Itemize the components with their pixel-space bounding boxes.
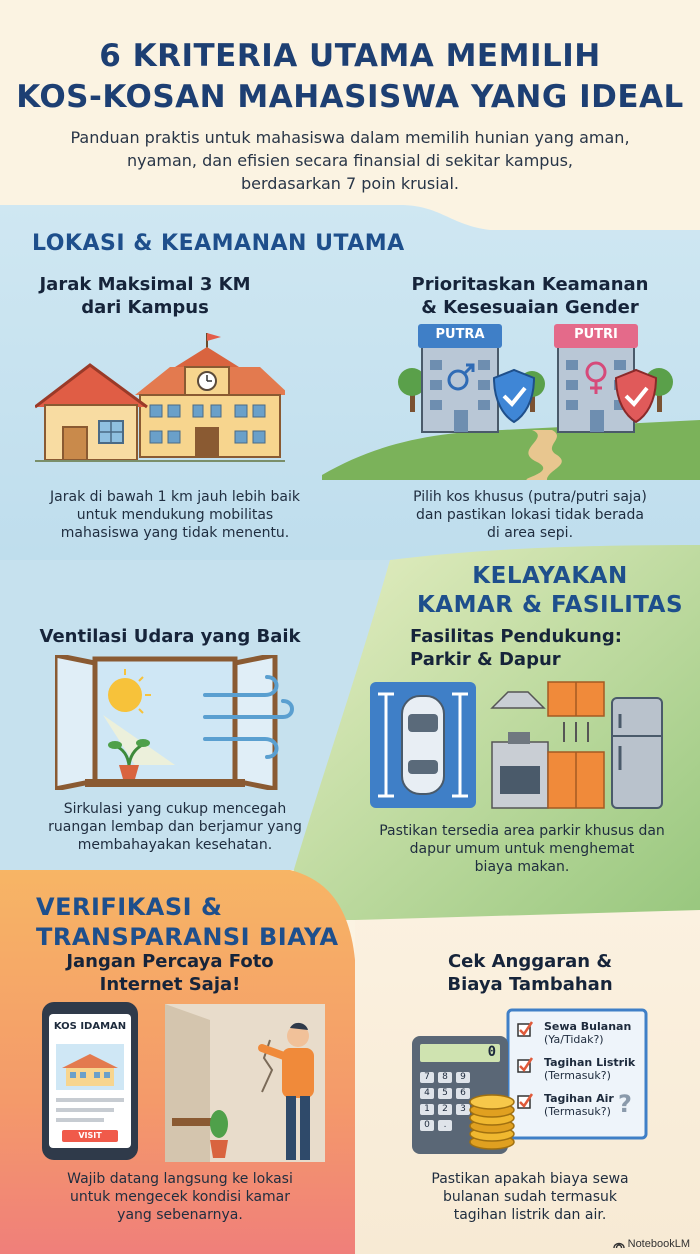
security-desc-line2: dan pastikan lokasi tidak berada <box>416 507 644 523</box>
subtitle-line2: nyaman, dan efisien secara finansial di sekitar kampus, <box>126 151 574 170</box>
section2-title-line1: KELAYAKAN <box>472 563 628 589</box>
checkbox-icon <box>518 1022 532 1036</box>
visit-button[interactable]: VISIT <box>78 1131 102 1140</box>
section1-card2-title <box>390 273 670 319</box>
checklist-item <box>544 1056 644 1082</box>
kitchen-icon <box>492 682 662 808</box>
section3-card1-title <box>40 950 300 996</box>
subtitle-line1: Panduan praktis untuk mahasiswa dalam memilih hunian yang aman, <box>70 128 630 147</box>
distance-title-line2: dari Kampus <box>81 297 209 318</box>
coins-icon <box>470 1095 514 1149</box>
section1-title: LOKASI & KEAMANAN UTAMA <box>32 231 405 256</box>
section2-card2-title <box>410 625 670 671</box>
checklist-item-sublabel: (Termasuk?) <box>544 1105 611 1118</box>
section2-card1-desc <box>25 800 325 854</box>
budget-desc-line1: Pastikan apakah biaya sewa <box>431 1171 629 1187</box>
section1-card2-desc <box>380 488 680 542</box>
section1-card1-desc <box>25 488 325 542</box>
section2-title <box>400 562 700 620</box>
page-title <box>0 36 700 118</box>
verification-desc-line3: yang sebenarnya. <box>117 1207 243 1223</box>
checklist-item-label: Tagihan Listrik <box>544 1056 636 1069</box>
calc-key: 9 <box>460 1072 466 1082</box>
verification-desc-line2: untuk mengecek kondisi kamar <box>69 1189 291 1205</box>
facilities-desc-line1: Pastikan tersedia area parkir khusus dan <box>379 823 665 839</box>
section3-card1-desc <box>30 1170 330 1224</box>
calc-key: 0 <box>424 1120 430 1130</box>
ventilation-desc-line3: membahayakan kesehatan. <box>77 837 273 853</box>
parking-spot-icon <box>370 682 476 808</box>
room-inspection-scene <box>165 1004 325 1162</box>
section1-card1-title <box>20 273 270 319</box>
section3-card2-desc <box>380 1170 680 1224</box>
security-title-line1: Prioritaskan Keamanan <box>411 274 649 295</box>
security-desc-line1: Pilih kos khusus (putra/putri saja) <box>413 489 647 505</box>
putri-label: PUTRI <box>574 327 618 342</box>
checklist-item-label: Sewa Bulanan <box>544 1020 632 1033</box>
footer-brand-label: NotebookLM <box>627 1238 690 1250</box>
facilities-desc-line2: dapur umum untuk menghemat <box>409 841 635 857</box>
house-campus-illustration <box>35 325 285 465</box>
section2-card2-desc <box>352 822 692 876</box>
section2-title-line2: KAMAR & FASILITAS <box>416 592 684 618</box>
footer-brand <box>613 1238 690 1250</box>
page-subtitle <box>40 126 660 195</box>
verification-desc-line1: Wajib datang langsung ke lokasi <box>67 1171 293 1187</box>
calc-key: . <box>443 1120 447 1130</box>
facilities-desc-line3: biaya makan. <box>474 859 570 875</box>
window-illustration <box>55 655 295 790</box>
section2-card1-title: Ventilasi Udara yang Baik <box>39 626 301 647</box>
page-title-line2: KOS-KOSAN MAHASISWA YANG IDEAL <box>16 79 684 115</box>
ventilation-desc-line1: Sirkulasi yang cukup mencegah <box>63 801 287 817</box>
calc-key: 6 <box>460 1088 466 1098</box>
parking-kitchen-illustration <box>368 680 668 810</box>
section3-title <box>36 892 339 952</box>
calculator-display: 0 <box>487 1044 496 1060</box>
security-desc-line3: di area sepi. <box>486 525 574 541</box>
security-title-line2: & Kesesuaian Gender <box>421 297 639 318</box>
shield-check-icon <box>494 370 534 422</box>
calc-key: 8 <box>442 1072 448 1082</box>
checkbox-icon <box>518 1094 532 1108</box>
section3-title-line1: VERIFIKASI & <box>36 893 223 921</box>
putra-label: PUTRA <box>435 327 485 342</box>
calc-key: 3 <box>460 1104 466 1114</box>
house-icon <box>35 365 147 460</box>
checklist-item-label: Tagihan Air <box>544 1092 614 1105</box>
checklist-item-sublabel: (Ya/Tidak?) <box>544 1033 604 1046</box>
sun-icon <box>108 678 142 712</box>
calc-key: 4 <box>424 1088 430 1098</box>
verification-title-line2: Internet Saja! <box>99 974 241 995</box>
budget-desc-line3: tagihan listrik dan air. <box>453 1207 607 1223</box>
calculator-keys <box>420 1072 476 1136</box>
verification-title-line1: Jangan Percaya Foto <box>66 951 274 972</box>
notebooklm-logo-icon <box>613 1239 625 1249</box>
calc-key: 7 <box>424 1072 430 1082</box>
dorm-buildings-illustration <box>322 320 700 480</box>
calc-key: 5 <box>442 1088 448 1098</box>
checklist-item-sublabel: (Termasuk?) <box>544 1069 611 1082</box>
calc-key: 1 <box>424 1104 430 1114</box>
checkbox-icon <box>518 1058 532 1072</box>
ventilation-desc-line2: ruangan lembap dan berjamur yang <box>48 819 302 835</box>
checklist-item <box>544 1020 644 1046</box>
distance-desc-line2: untuk mendukung mobilitas <box>76 507 274 523</box>
budget-title-line1: Cek Anggaran & <box>447 951 613 972</box>
campus-building-icon <box>135 333 285 457</box>
question-mark-icon: ? <box>618 1090 632 1118</box>
budget-desc-line2: bulanan sudah termasuk <box>442 1189 618 1205</box>
facilities-title-line2: Parkir & Dapur <box>410 649 561 670</box>
car-icon <box>402 696 444 794</box>
page-title-line1: 6 KRITERIA UTAMA MEMILIH <box>99 38 601 74</box>
distance-desc-line1: Jarak di bawah 1 km jauh lebih baik <box>50 489 300 505</box>
distance-desc-line3: mahasiswa yang tidak menentu. <box>60 525 290 541</box>
facilities-title-line1: Fasilitas Pendukung: <box>410 626 622 647</box>
fridge-icon <box>612 698 662 808</box>
section3-title-line2: TRANSPARANSI BIAYA <box>36 923 339 951</box>
calc-key: 2 <box>442 1104 448 1114</box>
section3-card2-title <box>420 950 640 996</box>
subtitle-line3: berdasarkan 7 poin krusial. <box>241 174 459 193</box>
budget-title-line2: Biaya Tambahan <box>447 974 613 995</box>
distance-title-line1: Jarak Maksimal 3 KM <box>39 274 251 295</box>
phone-header-label: KOS IDAMAN <box>53 1021 127 1032</box>
